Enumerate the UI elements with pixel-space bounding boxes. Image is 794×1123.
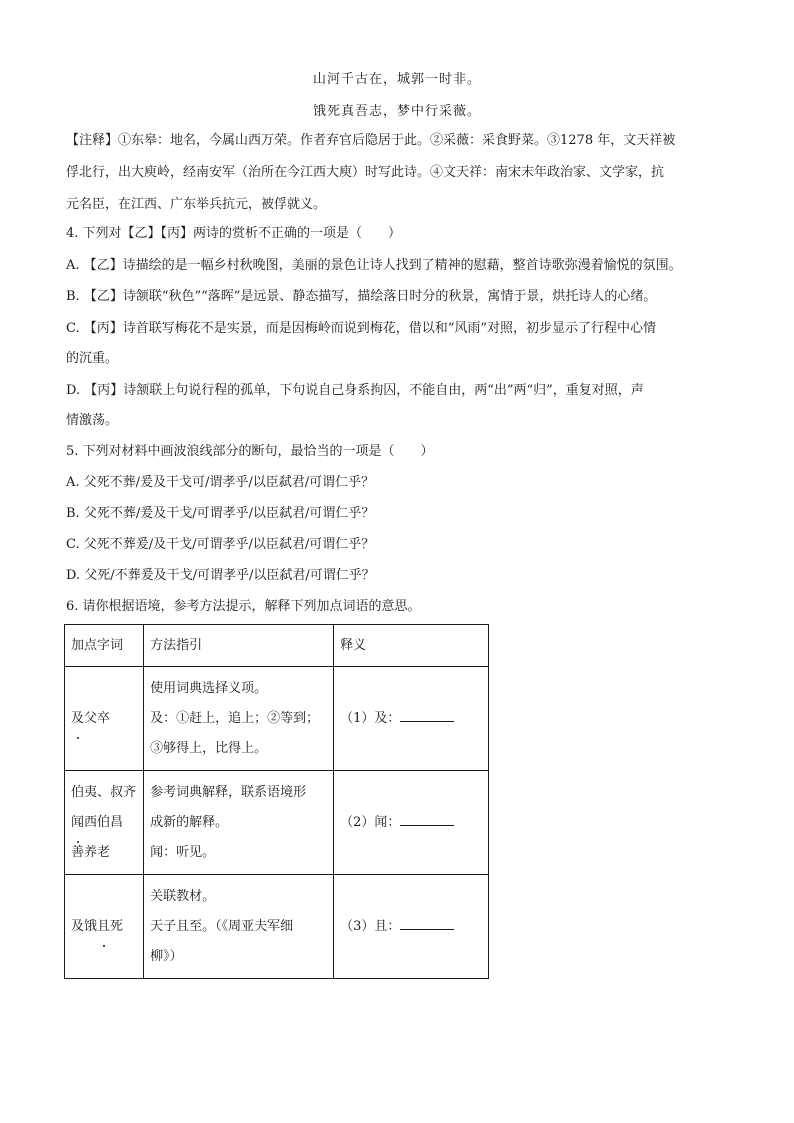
- table-header-row: [65, 625, 489, 667]
- answer-cell: （1）及：: [334, 667, 489, 771]
- poem-line-2: 饿死真吾志，梦中行采薇。: [312, 104, 481, 119]
- answer-blank-3[interactable]: [400, 915, 454, 930]
- q5-stem: 5. 下列对材料中画波浪线部分的断句，最恰当的一项是（ ）: [66, 444, 434, 459]
- q4-option-d-line-2: 情激荡。: [66, 413, 119, 428]
- header-word: 加点字词: [65, 625, 144, 667]
- notes-line-3: 元名臣，在江西、广东举兵抗元，被俘就义。: [66, 197, 327, 212]
- q4-stem: 4. 下列对【乙】【丙】两诗的赏析不正确的一项是（ ）: [66, 226, 402, 241]
- q5-option-c: C. 父死不葬爰/及干戈/可谓孝乎/以臣弑君/可谓仁乎？: [66, 537, 375, 552]
- q4-option-c-line-2: 的沉重。: [66, 351, 119, 366]
- q5-option-b: B. 父死不葬/爰及干戈/可谓孝乎/以臣弑君/可谓仁乎？: [66, 506, 375, 521]
- definition-table: [64, 624, 489, 979]
- method-cell: 参考词典解释，联系语境形 成新的解释。 闻：听见。: [144, 771, 334, 875]
- notes-line-1: 【注释】①东皋：地名，今属山西万荣。作者弃官后隐居于此。②采薇：采食野菜。③1278 年，文天祥被: [66, 133, 676, 148]
- header-meaning: 释义: [334, 625, 489, 667]
- q5-option-a: A. 父死不葬/爰及干戈可/谓孝乎/以臣弑君/可谓仁乎？: [66, 475, 375, 490]
- word-cell: 及父卒: [65, 667, 144, 771]
- table-row: [65, 667, 489, 771]
- q6-stem: 6. 请你根据语境，参考方法提示，解释下列加点词语的意思。: [66, 599, 421, 614]
- method-cell: 关联教材。 天子且至。（《周亚夫军细 柳》）: [144, 875, 334, 979]
- word-cell: 及饿且死: [65, 875, 144, 979]
- emphasis-dot-word: 闻: [71, 808, 84, 838]
- poem-line-1: 山河千古在，城郭一时非。: [312, 72, 481, 87]
- q5-option-d: D. 父死/不葬爰及干戈/可谓孝乎/以臣弑君/可谓仁乎？: [66, 568, 375, 583]
- answer-blank-1[interactable]: [400, 707, 454, 722]
- q4-option-b: B. 【乙】诗颔联“秋色”“落晖”是远景、静态描写，描绘落日时分的秋景，寓情于景，烘托诗人的心绪。: [66, 289, 657, 304]
- q4-option-c-line-1: C. 【丙】诗首联写梅花不是实景，而是因梅岭而说到梅花，借以和“风雨”对照，初步显示了行程中心情: [66, 321, 657, 336]
- answer-blank-2[interactable]: [400, 811, 454, 826]
- q4-option-d-line-1: D. 【丙】诗颔联上句说行程的孤单，下句说自己身系拘囚，不能自由，两“出”两“归”，重复对照，声: [66, 383, 644, 398]
- answer-cell: （3）且：: [334, 875, 489, 979]
- method-cell: 使用词典选择义项。 及：①赶上，追上；②等到； ③够得上，比得上。: [144, 667, 334, 771]
- emphasis-dot-word: 且: [97, 912, 110, 942]
- q4-option-a: A. 【乙】诗描绘的是一幅乡村秋晚图，美丽的景色让诗人找到了精神的慰藉，整首诗歌弥漫着愉悦的氛围。: [66, 258, 682, 273]
- table-row: [65, 875, 489, 979]
- header-method: 方法指引: [144, 625, 334, 667]
- emphasis-dot-word: 及: [71, 704, 84, 734]
- word-cell: 伯夷、叔齐 闻西伯昌 善养老: [65, 771, 144, 875]
- answer-cell: （2）闻：: [334, 771, 489, 875]
- notes-line-2: 俘北行，出大庾岭，经南安军（治所在今江西大庾）时写此诗。④文天祥：南宋末年政治家、文学家，抗: [66, 165, 665, 180]
- table-row: [65, 771, 489, 875]
